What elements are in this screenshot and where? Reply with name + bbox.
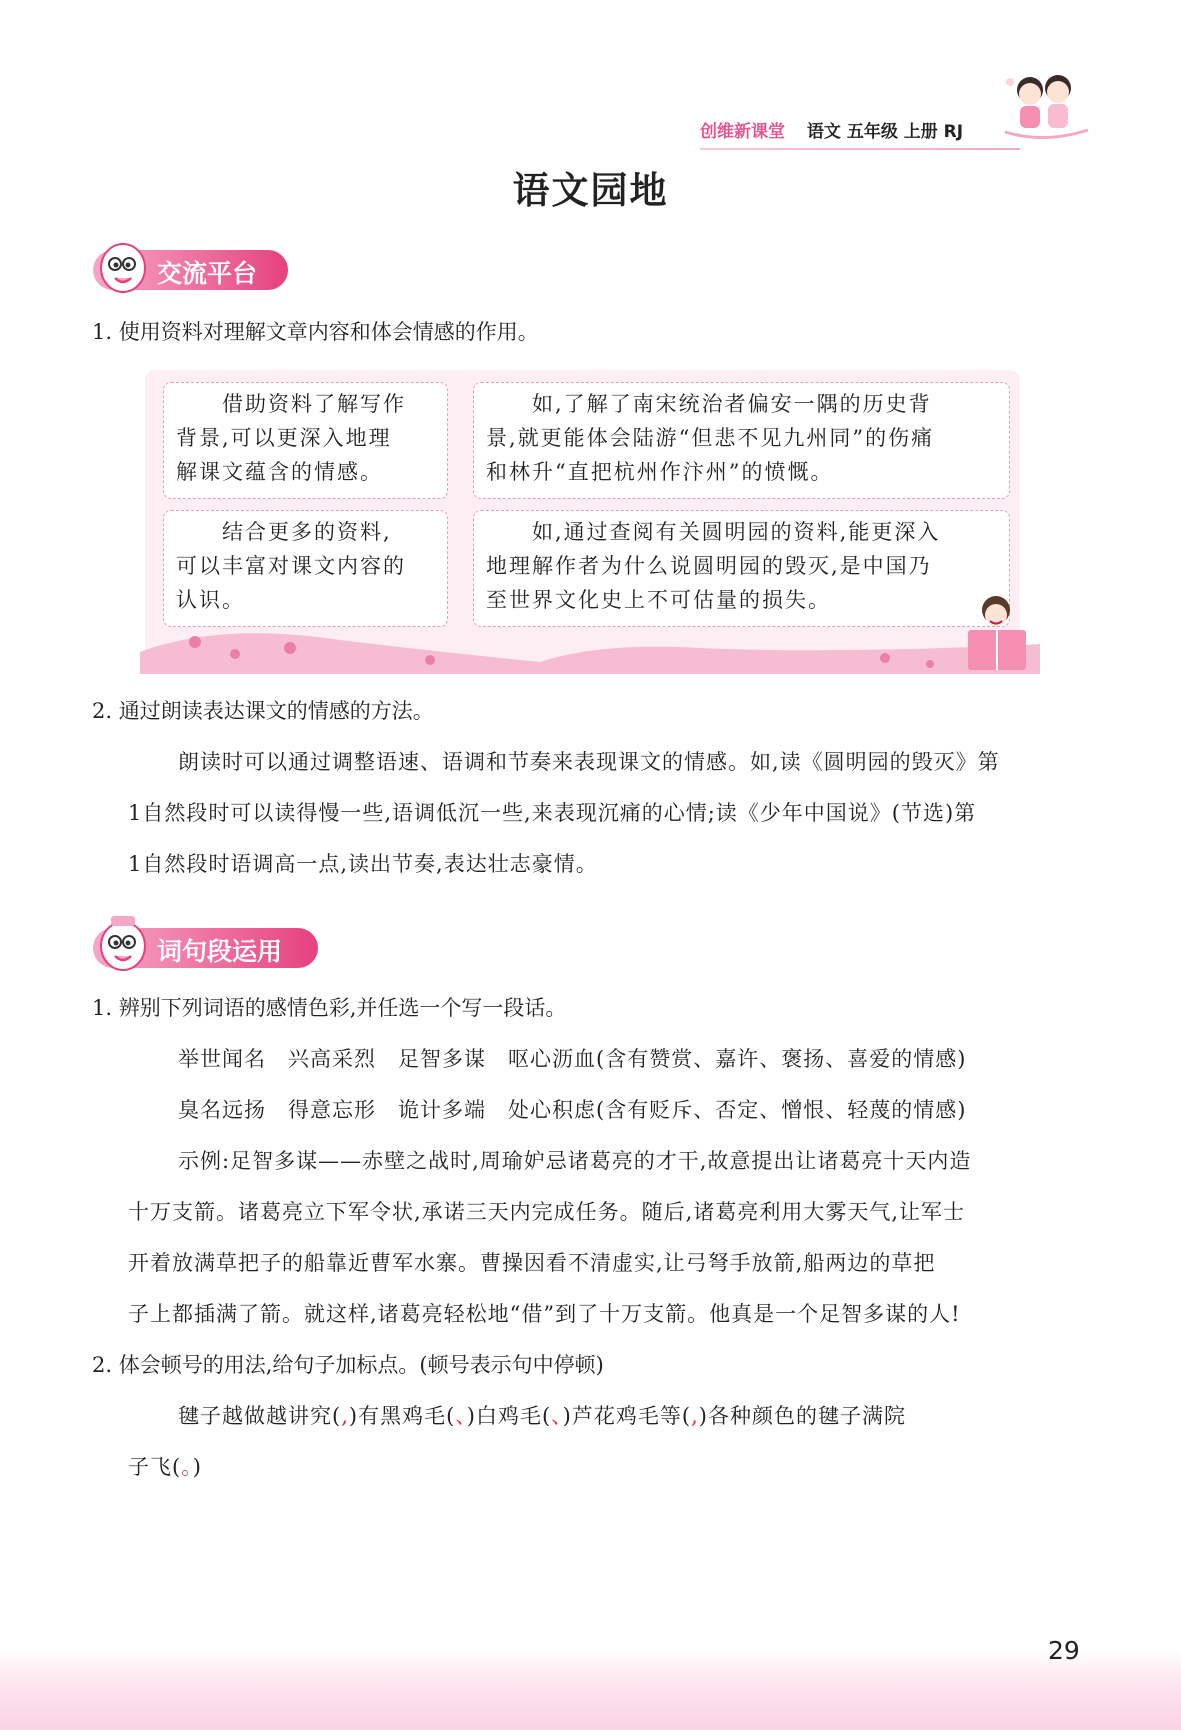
reading-child-icon	[958, 594, 1038, 676]
answer-mark: ,	[691, 1404, 699, 1428]
sentence-text: )芦花鸡毛等(	[562, 1404, 692, 1428]
tip-line: 如,通过查阅有关圆明园的资料,能更深入	[486, 520, 941, 544]
tip-line: 景,就更能体会陆游“但悲不见九州同”的伤痛	[486, 426, 935, 450]
example-line: 示例:足智多谋——赤壁之战时,周瑜妒忌诸葛亮的才干,故意提出让诸葛亮十天内造	[178, 1149, 972, 1173]
sentence-text: )白鸡毛(	[466, 1404, 552, 1428]
flower-decoration-icon	[140, 622, 1040, 674]
tip-box	[473, 382, 1010, 499]
answer-line: 1自然段时可以读得慢一些,语调低沉一些,来表现沉痛的心情;读《少年中国说》(节选)第	[128, 801, 977, 825]
header-brand	[700, 117, 963, 142]
mascot-icon	[93, 914, 153, 974]
footer-band	[0, 1650, 1181, 1730]
answer-line: 朗读时可以通过调整语速、语调和节奏来表现课文的情感。如,读《圆明园的毁灭》第	[178, 750, 1000, 774]
word-list-positive: 举世闻名 兴高采烈 足智多谋 呕心沥血(含有赞赏、嘉许、褒扬、喜爱的情感)	[178, 1047, 967, 1071]
tip-box	[473, 510, 1010, 627]
mascot-icon	[93, 236, 153, 296]
tip-line: 背景,可以更深入地理	[176, 426, 392, 450]
section-title: 词句段运用	[157, 937, 283, 966]
answer-mark: 、	[455, 1404, 467, 1428]
example-line: 十万支箭。诸葛亮立下军令状,承诺三天内完成任务。随后,诸葛亮利用大雾天气,让军士	[128, 1200, 966, 1224]
page-number: 29	[1048, 1636, 1080, 1665]
answer-mark: 、	[551, 1404, 563, 1428]
section-badge-exchange	[93, 250, 288, 290]
question-1: 1. 使用资料对理解文章内容和体会情感的作用。	[92, 320, 539, 344]
tip-line: 至世界文化史上不可估量的损失。	[486, 588, 831, 612]
tip-box	[163, 382, 448, 499]
example-line: 子上都插满了箭。就这样,诸葛亮轻松地“借”到了十万支箭。他真是一个足智多谋的人!	[128, 1302, 961, 1326]
question-2: 2. 体会顿号的用法,给句子加标点。(顿号表示句中停顿)	[92, 1353, 604, 1377]
page-title: 语文园地	[512, 169, 669, 212]
sentence-text: )	[192, 1455, 202, 1479]
book-meta: 语文 五年级 上册 RJ	[806, 122, 964, 142]
question-1: 1. 辨别下列词语的感情色彩,并任选一个写一段话。	[92, 996, 567, 1020]
tip-line: 认识。	[176, 588, 245, 612]
tip-line: 和林升“直把杭州作汴州”的愤慨。	[486, 460, 834, 484]
example-line: 开着放满草把子的船靠近曹军水寨。曹操因看不清虚实,让弓弩手放箭,船两边的草把	[128, 1251, 936, 1275]
sentence-text: 毽子越做越讲究(	[178, 1404, 342, 1428]
section-title: 交流平台	[157, 259, 258, 288]
answer-mark: 。	[181, 1455, 193, 1479]
question-2: 2. 通过朗读表达课文的情感的方法。	[92, 699, 434, 723]
tip-line: 地理解作者为什么说圆明园的毁灭,是中国乃	[486, 554, 932, 578]
tip-line: 借助资料了解写作	[176, 392, 406, 416]
word-list-negative: 臭名远扬 得意忘形 诡计多端 处心积虑(含有贬斥、否定、憎恨、轻蔑的情感)	[178, 1098, 967, 1122]
sentence-text: 子飞(	[128, 1455, 182, 1479]
tip-line: 可以丰富对课文内容的	[176, 554, 406, 578]
tip-box	[163, 510, 448, 627]
sentence-text: )有黑鸡毛(	[348, 1404, 456, 1428]
tip-line: 解课文蕴含的情感。	[176, 460, 383, 484]
header-divider	[700, 148, 1020, 150]
answer-line: 1自然段时语调高一点,读出节奏,表达壮志豪情。	[128, 852, 598, 876]
sentence-text: )各种颜色的毽子满院	[698, 1404, 906, 1428]
tip-line: 结合更多的资料,	[176, 520, 392, 544]
section-badge-words	[93, 928, 318, 968]
answer-mark: ,	[341, 1404, 349, 1428]
brand-name: 创维新课堂	[700, 122, 785, 142]
punctuation-sentence	[178, 1401, 906, 1431]
punctuation-sentence	[128, 1452, 202, 1482]
kids-illustration-icon	[1000, 70, 1090, 146]
tip-line: 如,了解了南宋统治者偏安一隅的历史背	[486, 392, 932, 416]
